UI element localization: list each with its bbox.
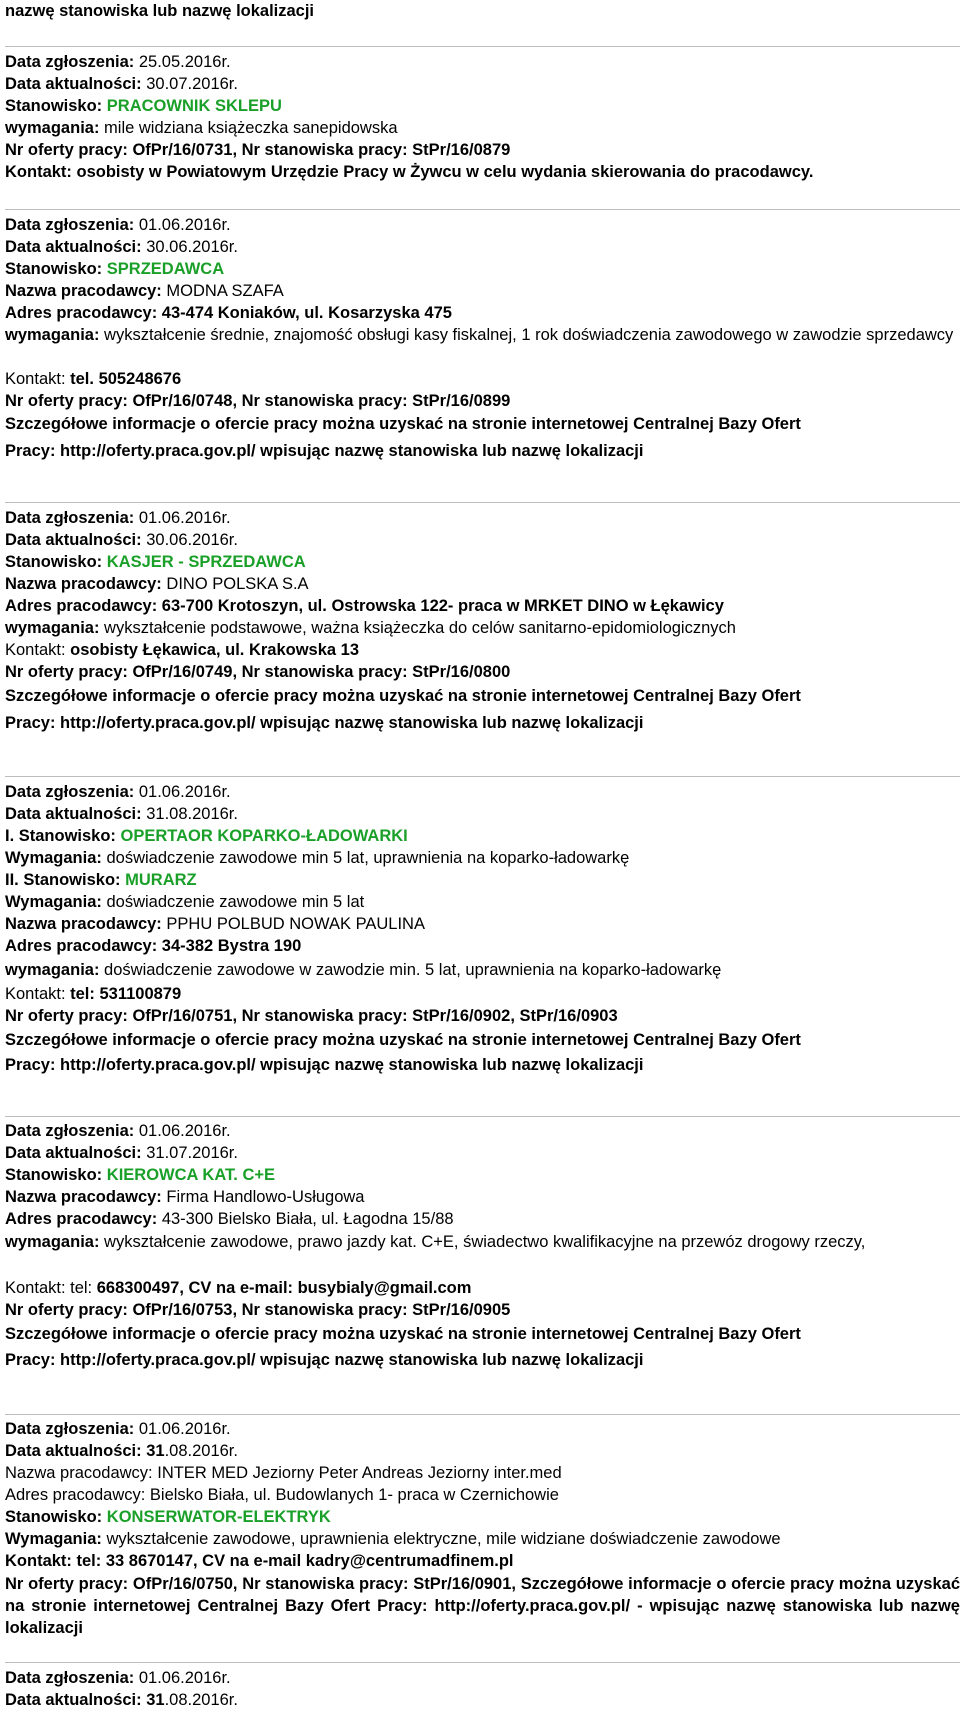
employer-name: Nazwa pracodawcy: INTER MED Jeziorny Peter Andreas Jeziorny inter.med: [5, 1464, 562, 1482]
details-info: Szczegółowe informacje o ofercie pracy można uzyskać na stronie internetowej Centralnej Bazy Ofert: [5, 415, 801, 433]
offer-number: Nr oferty pracy: OfPr/16/0731, Nr stanowiska pracy: StPr/16/0879: [5, 141, 511, 159]
contact: Kontakt: tel: 531100879: [5, 985, 182, 1003]
offer-number: Nr oferty pracy: OfPr/16/0753, Nr stanowiska pracy: StPr/16/0905: [5, 1301, 511, 1319]
submission-date: Data zgłoszenia: 01.06.2016r.: [5, 1669, 231, 1687]
submission-date: Data zgłoszenia: 01.06.2016r.: [5, 509, 231, 527]
position: Stanowisko: KONSERWATOR-ELEKTRYK: [5, 1508, 331, 1526]
employer-address: Adres pracodawcy: 34-382 Bystra 190: [5, 937, 302, 955]
requirements: wymagania: wykształcenie średnie, znajomość obsługi kasy fiskalnej, 1 rok doświadczenia zawodowego w zawodzie sprzedawcy: [5, 326, 954, 344]
position: Stanowisko: KIEROWCA KAT. C+E: [5, 1166, 275, 1184]
submission-date: Data zgłoszenia: 25.05.2016r.: [5, 53, 231, 71]
divider: [5, 1662, 960, 1663]
validity-date: Data aktualności: 31.07.2016r.: [5, 1144, 238, 1162]
divider: [5, 1414, 960, 1415]
validity-date: Data aktualności: 30.06.2016r.: [5, 238, 238, 256]
requirements: wymagania: mile widziana książeczka sanepidowska: [5, 119, 398, 137]
validity-date: Data aktualności: 31.08.2016r.: [5, 1442, 238, 1460]
contact: Kontakt: tel: 668300497, CV na e-mail: busybialy@gmail.com: [5, 1279, 472, 1297]
employer-name: Nazwa pracodawcy: DINO POLSKA S.A: [5, 575, 309, 593]
validity-date: Data aktualności: 30.07.2016r.: [5, 75, 238, 93]
details-link[interactable]: Pracy: http://oferty.praca.gov.pl/ wpisując nazwę stanowiska lub nazwę lokalizacji: [5, 1056, 644, 1074]
offer-number: Nr oferty pracy: OfPr/16/0748, Nr stanowiska pracy: StPr/16/0899: [5, 392, 511, 410]
contact: Kontakt: osobisty Łękawica, ul. Krakowska 13: [5, 641, 360, 659]
requirements-2: Wymagania: doświadczenie zawodowe min 5 lat: [5, 893, 365, 911]
details-info: Szczegółowe informacje o ofercie pracy można uzyskać na stronie internetowej Centralnej Bazy Ofert: [5, 687, 801, 705]
employer-address: Adres pracodawcy: Bielsko Biała, ul. Budowlanych 1- praca w Czernichowie: [5, 1486, 559, 1504]
divider: [5, 209, 960, 210]
position: Stanowisko: KASJER - SPRZEDAWCA: [5, 553, 306, 571]
employer-name: Nazwa pracodawcy: PPHU POLBUD NOWAK PAULINA: [5, 915, 425, 933]
validity-date: Data aktualności: 30.06.2016r.: [5, 531, 238, 549]
details-link[interactable]: Pracy: http://oferty.praca.gov.pl/ wpisując nazwę stanowiska lub nazwę lokalizacji: [5, 714, 644, 732]
requirements-1: Wymagania: doświadczenie zawodowe min 5 lat, uprawnienia na koparko-ładowarkę: [5, 849, 630, 867]
divider: [5, 502, 960, 503]
submission-date: Data zgłoszenia: 01.06.2016r.: [5, 1122, 231, 1140]
requirements: wymagania: wykształcenie zawodowe, prawo jazdy kat. C+E, świadectwo kwalifikacyjne na przewóz drogowy rzeczy,: [5, 1233, 866, 1251]
submission-date: Data zgłoszenia: 01.06.2016r.: [5, 216, 231, 234]
validity-date: Data aktualności: 31.08.2016r.: [5, 1691, 238, 1709]
requirements: wymagania: wykształcenie podstawowe, ważna książeczka do celów sanitarno-epidomiologicznych: [5, 619, 736, 637]
offer-number: Nr oferty pracy: OfPr/16/0749, Nr stanowiska pracy: StPr/16/0800: [5, 663, 511, 681]
employer-name: Nazwa pracodawcy: Firma Handlowo-Usługowa: [5, 1188, 365, 1206]
divider: [5, 46, 960, 47]
requirements: wymagania: doświadczenie zawodowe w zawodzie min. 5 lat, uprawnienia na koparko-ładowarkę: [5, 961, 722, 979]
offer-number: Nr oferty pracy: OfPr/16/0751, Nr stanowiska pracy: StPr/16/0902, StPr/16/0903: [5, 1007, 618, 1025]
details-link[interactable]: Pracy: http://oferty.praca.gov.pl/ wpisując nazwę stanowiska lub nazwę lokalizacji: [5, 1351, 644, 1369]
contact: Kontakt: tel. 505248676: [5, 370, 182, 388]
submission-date: Data zgłoszenia: 01.06.2016r.: [5, 1420, 231, 1438]
employer-address: Adres pracodawcy: 43-300 Bielsko Biała, ul. Łagodna 15/88: [5, 1210, 454, 1228]
details-link[interactable]: Pracy: http://oferty.praca.gov.pl/ wpisując nazwę stanowiska lub nazwę lokalizacji: [5, 442, 644, 460]
employer-address: Adres pracodawcy: 43-474 Koniaków, ul. Kosarzyska 475: [5, 304, 452, 322]
requirements: Wymagania: wykształcenie zawodowe, uprawnienia elektryczne, mile widziane doświadczenie zawodowe: [5, 1530, 781, 1548]
employer-address: Adres pracodawcy: 63-700 Krotoszyn, ul. Ostrowska 122- praca w MRKET DINO w Łękawicy: [5, 597, 724, 615]
continued-line: nazwę stanowiska lub nazwę lokalizacji: [5, 2, 315, 20]
position-1: I. Stanowisko: OPERTAOR KOPARKO-ŁADOWARKI: [5, 827, 408, 845]
contact: Kontakt: osobisty w Powiatowym Urzędzie Pracy w Żywcu w celu wydania skierowania do pracodawcy.: [5, 163, 814, 181]
divider: [5, 776, 960, 777]
position-2: II. Stanowisko: MURARZ: [5, 871, 197, 889]
divider: [5, 1116, 960, 1117]
submission-date: Data zgłoszenia: 01.06.2016r.: [5, 783, 231, 801]
position: Stanowisko: SPRZEDAWCA: [5, 260, 225, 278]
offer-number-and-info: Nr oferty pracy: OfPr/16/0750, Nr stanowiska pracy: StPr/16/0901, Szczegółowe informacje o ofercie pracy można uzyskać na stronie internetowej Centralnej Bazy Ofert Pracy: http://oferty.praca.gov.pl/ - wpisując nazwę stanowiska lub nazwę lokalizacji: [5, 1575, 960, 1637]
contact: Kontakt: tel: 33 8670147, CV na e-mail kadry@centrumadfinem.pl: [5, 1552, 514, 1570]
details-info: Szczegółowe informacje o ofercie pracy można uzyskać na stronie internetowej Centralnej Bazy Ofert: [5, 1325, 801, 1343]
position: Stanowisko: PRACOWNIK SKLEPU: [5, 97, 282, 115]
details-info: Szczegółowe informacje o ofercie pracy można uzyskać na stronie internetowej Centralnej Bazy Ofert: [5, 1031, 801, 1049]
validity-date: Data aktualności: 31.08.2016r.: [5, 805, 238, 823]
employer-name: Nazwa pracodawcy: MODNA SZAFA: [5, 282, 284, 300]
